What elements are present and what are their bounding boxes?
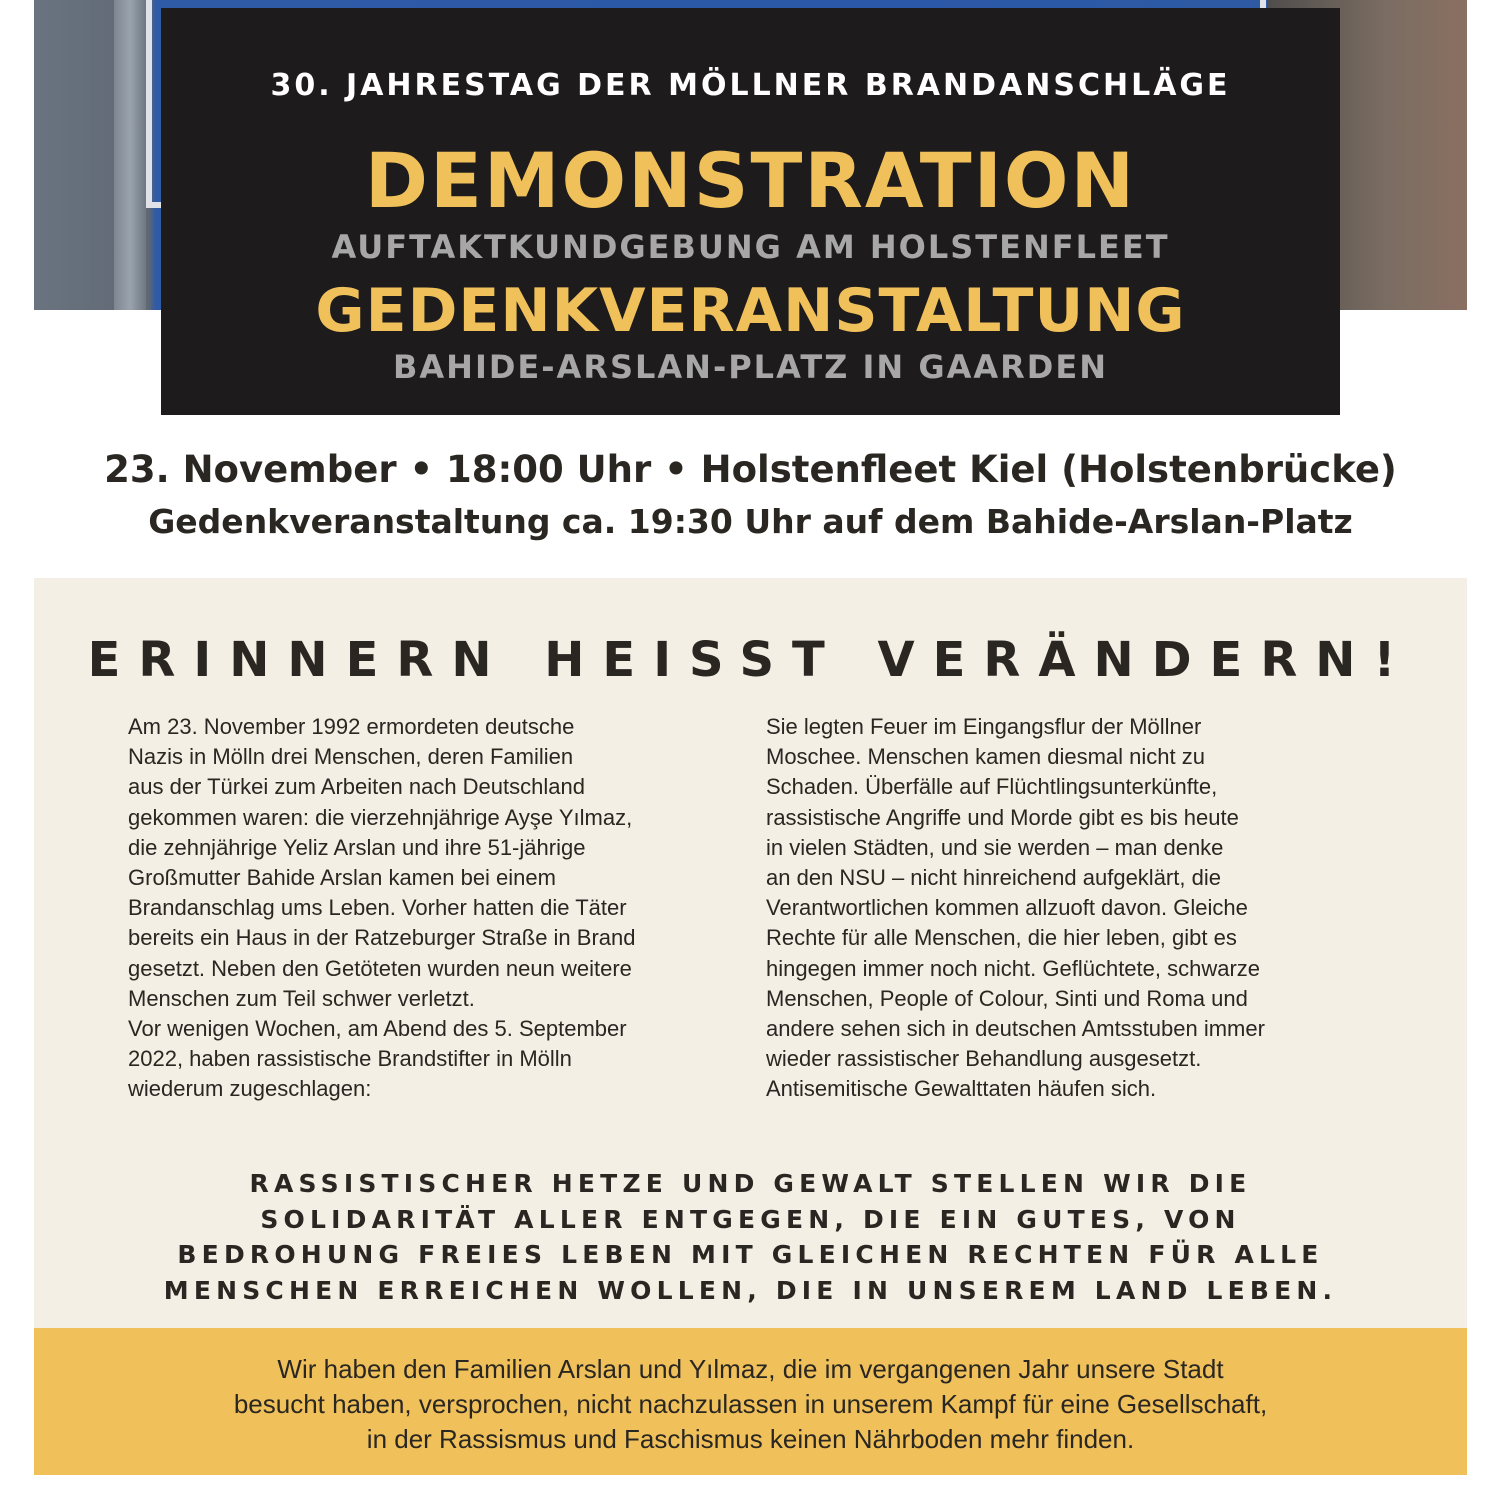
photo-pillar [114,0,146,310]
text-column-left [128,712,728,1105]
gedenkveranstaltung-subtitle: BAHIDE-ARSLAN-PLATZ IN GAARDEN [393,348,1108,386]
title-box [161,8,1340,415]
promise-text: Wir haben den Familien Arslan und Yılmaz, die im vergangenen Jahr unsere Stadt besucht haben, versprochen, nicht nachzulassen in unserem Kampf für eine Gesellschaft, in der Rassismus und Faschismus keinen Nährboden mehr finden. [233,1354,1268,1454]
section-headline: ERINNERN HEISST VERÄNDERN! [87,632,1414,688]
event-date-line: 23. November • 18:00 Uhr • Holstenfleet Kiel (Holstenbrücke) [104,448,1397,491]
anniversary-title: 30. JAHRESTAG DER MÖLLNER BRANDANSCHLÄGE [270,68,1231,103]
event-memorial-line: Gedenkveranstaltung ca. 19:30 Uhr auf dem Bahide-Arslan-Platz [148,502,1353,541]
demonstration-title: DEMONSTRATION [364,136,1137,225]
right-column-text: Sie legten Feuer im Eingangsflur der Möllner Moschee. Menschen kamen diesmal nicht zu Schaden. Überfälle auf Flüchtlingsunterkünfte, rassistische Angriffe und Morde gibt es bis heute in vielen Städten, und sie werden – man denke an den NSU – nicht hinreichend aufgeklärt, die Verantwortlichen kommen allzuoft davon. Gleiche Rechte für alle Menschen, die hier leben, gibt es hingegen immer noch nicht. Geflüchtete, schwarze Menschen, People of Colour, Sinti und Roma und andere sehen sich in deutschen Amtsstuben immer wieder rassistischer Behandlung ausgesetzt. Antisemitische Gewalttaten häufen sich. [766,714,1265,1102]
text-column-right [766,712,1386,1105]
demonstration-subtitle: AUFTAKTKUNDGEBUNG AM HOLSTENFLEET [331,228,1170,266]
left-column-text: Am 23. November 1992 ermordeten deutsche Nazis in Mölln drei Menschen, deren Familien aus der Türkei zum Arbeiten nach Deutschland gekommen waren: die vierzehnjährige Ayşe Yılmaz, die zehnjährige Yeliz Arslan und ihre 51-jährige Großmutter Bahide Arslan kamen bei einem Brandanschlag ums Leben. Vorher hatten die Täter bereits ein Haus in der Ratzeburger Straße in Brand gesetzt. Neben den Getöteten wurden neun weitere Menschen zum Teil schwer verletzt. Vor wenigen Wochen, am Abend des 5. September 2022, haben rassistische Brandstifter in Mölln wiederum zugeschlagen: [128,714,636,1102]
manifest-statement: RASSISTISCHER HETZE UND GEWALT STELLEN WIR DIE SOLIDARITÄT ALLER ENTGEGEN, DIE EIN GUTES, VON BEDROHUNG FREIES LEBEN MIT GLEICHEN RECHTEN FÜR ALLE MENSCHEN ERREICHEN WOLLEN, DIE IN UNSEREM LAND LEBEN. [163,1169,1338,1305]
gedenkveranstaltung-title: GEDENKVERANSTALTUNG [315,276,1186,346]
